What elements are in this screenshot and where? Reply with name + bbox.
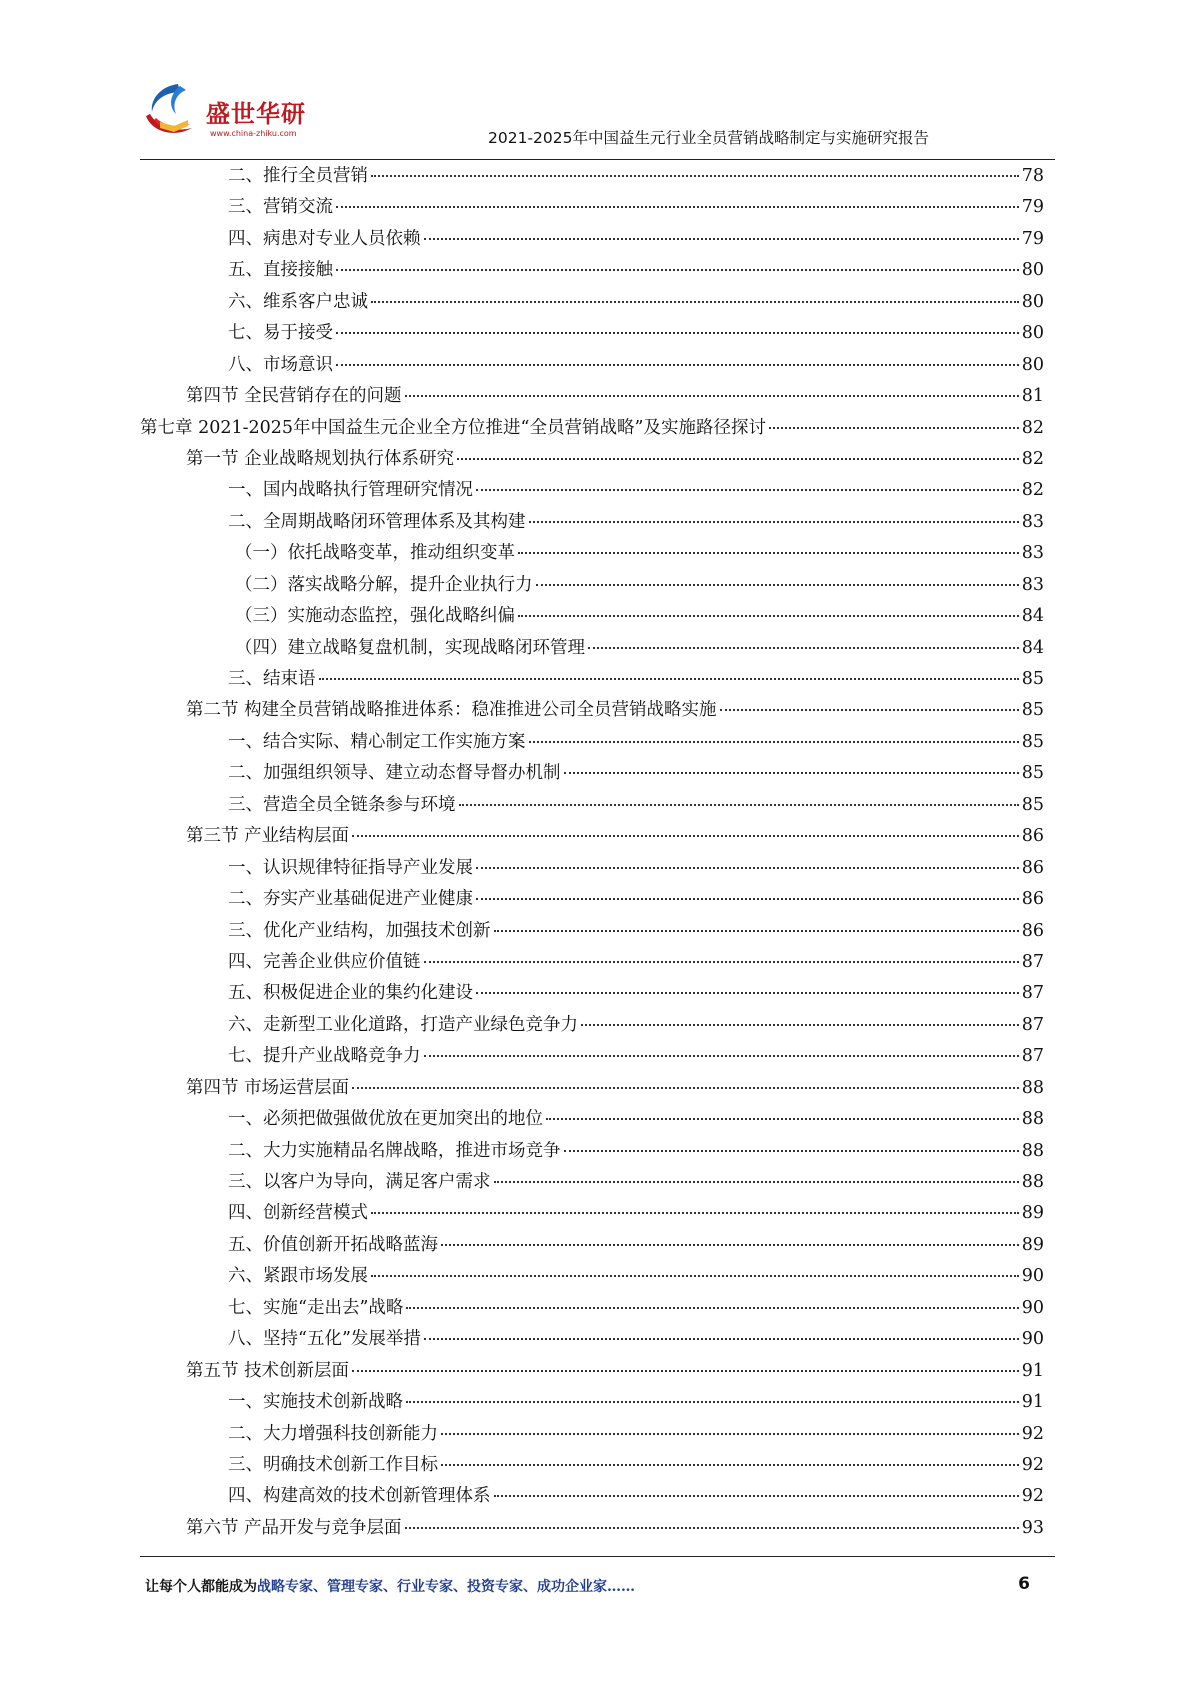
toc-entry-page: 91	[1021, 1360, 1044, 1381]
toc-entry-label: 五、直接接触	[228, 260, 333, 281]
toc-entry-label: 二、大力实施精品名牌战略，推进市场竞争	[228, 1140, 561, 1161]
toc-entry[interactable]	[140, 1167, 1044, 1198]
toc-entry-page: 79	[1021, 197, 1044, 218]
page-footer	[145, 1574, 1050, 1602]
toc-entry-label: 二、全周期战略闭环管理体系及其构建	[228, 511, 526, 532]
toc-dot-leader	[336, 205, 1019, 208]
toc-entry-label: 七、提升产业战略竞争力	[228, 1046, 421, 1067]
toc-dot-leader	[441, 1463, 1019, 1466]
toc-dot-leader	[336, 363, 1019, 366]
toc-entry[interactable]	[140, 224, 1044, 255]
toc-entry-label: 三、结束语	[228, 669, 316, 689]
toc-entry-label: 二、大力增强科技创新能力	[228, 1423, 438, 1444]
footer-slogan-highlight: 战略专家、管理专家、行业专家、投资专家、成功企业家……	[257, 1579, 635, 1595]
toc-dot-leader	[546, 1117, 1019, 1120]
toc-entry-label: 一、结合实际、精心制定工作实施方案	[228, 731, 526, 752]
toc-entry-label: 三、优化产业结构，加强技术创新	[228, 920, 491, 941]
toc-entry[interactable]	[140, 695, 1044, 726]
toc-entry-label: 四、完善企业供应价值链	[228, 951, 421, 972]
header-divider	[140, 159, 1055, 160]
toc-entry[interactable]	[140, 1481, 1044, 1512]
toc-entry[interactable]	[140, 1230, 1044, 1261]
toc-entry-label: 第六节 产品开发与竞争层面	[186, 1517, 402, 1538]
toc-entry-page: 80	[1021, 260, 1044, 281]
toc-entry-label: （一）依托战略变革，推动组织变革	[235, 543, 515, 564]
toc-dot-leader	[371, 1274, 1019, 1277]
toc-dot-leader	[441, 1243, 1019, 1246]
toc-entry-label: 六、走新型工业化道路，打造产业绿色竞争力	[228, 1014, 578, 1035]
toc-entry-page: 90	[1021, 1329, 1044, 1350]
toc-dot-leader	[459, 803, 1019, 806]
toc-entry[interactable]	[140, 601, 1044, 632]
toc-entry[interactable]	[140, 853, 1044, 884]
toc-entry-label: 三、明确技术创新工作目标	[228, 1454, 438, 1475]
toc-entry-label: 一、国内战略执行管理研究情况	[228, 480, 473, 501]
toc-entry-page: 92	[1021, 1454, 1044, 1475]
toc-entry-page: 80	[1021, 291, 1044, 312]
toc-entry-label: 三、以客户为导向，满足客户需求	[228, 1172, 491, 1192]
toc-entry-label: 二、夯实产业基础促进产业健康	[228, 889, 473, 910]
toc-entry-page: 83	[1021, 511, 1044, 532]
toc-entry-label: 第七章 2021-2025年中国益生元企业全方位推进“全员营销战略”及实施路径探讨	[140, 417, 766, 438]
toc-entry[interactable]	[140, 1324, 1044, 1355]
page-number: 6	[1018, 1574, 1030, 1594]
toc-dot-leader	[476, 866, 1019, 869]
toc-entry-page: 85	[1021, 700, 1044, 721]
toc-entry-label: （四）建立战略复盘机制，实现战略闭环管理	[235, 637, 585, 658]
toc-entry-page: 82	[1021, 480, 1044, 501]
toc-entry[interactable]	[140, 633, 1044, 664]
toc-entry-page: 83	[1021, 543, 1044, 564]
toc-entry[interactable]	[140, 381, 1044, 412]
toc-entry-page: 80	[1021, 323, 1044, 344]
toc-entry-page: 88	[1021, 1172, 1044, 1192]
toc-dot-leader	[529, 520, 1019, 523]
toc-dot-leader	[441, 1432, 1019, 1435]
footer-divider	[140, 1556, 1055, 1557]
toc-entry-label: 八、坚持“五化”发展举措	[228, 1329, 421, 1350]
toc-dot-leader	[720, 708, 1019, 711]
toc-entry[interactable]	[140, 821, 1044, 852]
toc-entry-page: 86	[1021, 857, 1044, 878]
toc-entry-label: 五、价值创新开拓战略蓝海	[228, 1234, 438, 1255]
toc-dot-leader	[352, 1086, 1019, 1089]
toc-entry-label: 二、加强组织领导、建立动态督导督办机制	[228, 763, 561, 784]
toc-entry-label: 七、实施“走出去”战略	[228, 1297, 404, 1318]
toc-dot-leader	[371, 1211, 1019, 1214]
toc-entry-page: 90	[1021, 1297, 1044, 1318]
toc-entry[interactable]	[140, 570, 1044, 601]
toc-dot-leader	[494, 1494, 1019, 1497]
toc-entry-page: 79	[1021, 228, 1044, 249]
toc-entry-label: 四、病患对专业人员依赖	[228, 228, 421, 249]
toc-entry-page: 86	[1021, 826, 1044, 847]
toc-entry[interactable]	[140, 978, 1044, 1009]
toc-entry-label: 四、构建高效的技术创新管理体系	[228, 1486, 491, 1507]
toc-entry[interactable]	[140, 1010, 1044, 1041]
toc-entry-page: 80	[1021, 354, 1044, 375]
toc-entry[interactable]	[140, 1041, 1044, 1072]
toc-entry-page: 78	[1021, 166, 1044, 186]
toc-dot-leader	[352, 834, 1019, 837]
toc-dot-leader	[319, 677, 1019, 680]
toc-dot-leader	[336, 268, 1019, 271]
toc-entry-page: 88	[1021, 1109, 1044, 1130]
toc-entry-label: 第四节 市场运营层面	[186, 1077, 350, 1098]
toc-entry-label: 二、推行全员营销	[228, 166, 368, 186]
toc-entry[interactable]	[140, 444, 1044, 475]
toc-dot-leader	[476, 897, 1019, 900]
toc-entry-label: 五、积极促进企业的集约化建设	[228, 983, 473, 1004]
toc-entry-label: 第五节 技术创新层面	[186, 1360, 350, 1381]
toc-entry-page: 81	[1021, 386, 1044, 407]
toc-entry-label: （二）落实战略分解，提升企业执行力	[235, 574, 533, 595]
toc-entry[interactable]	[140, 507, 1044, 538]
toc-entry-page: 85	[1021, 763, 1044, 784]
toc-entry-label: 一、实施技术创新战略	[228, 1392, 403, 1413]
toc-entry-page: 87	[1021, 1046, 1044, 1067]
toc-entry-label: （三）实施动态监控，强化战略纠偏	[235, 606, 515, 627]
logo-emblem-icon	[140, 80, 204, 142]
toc-entry-page: 93	[1021, 1517, 1044, 1538]
toc-entry[interactable]	[140, 1356, 1044, 1387]
toc-entry[interactable]	[140, 1104, 1044, 1135]
toc-entry[interactable]	[140, 727, 1044, 758]
toc-entry[interactable]	[140, 287, 1044, 318]
toc-entry-label: 四、创新经营模式	[228, 1203, 368, 1224]
toc-dot-leader	[424, 1337, 1019, 1340]
toc-entry[interactable]	[140, 790, 1044, 821]
toc-dot-leader	[529, 740, 1019, 743]
toc-entry[interactable]	[140, 884, 1044, 915]
toc-entry[interactable]	[140, 255, 1044, 286]
toc-entry-page: 86	[1021, 920, 1044, 941]
toc-dot-leader	[769, 426, 1019, 429]
toc-entry-label: 六、紧跟市场发展	[228, 1266, 368, 1287]
toc-dot-leader	[405, 1526, 1019, 1529]
toc-entry-label: 三、营造全员全链条参与环境	[228, 794, 456, 815]
toc-entry[interactable]	[140, 1387, 1044, 1418]
toc-dot-leader	[405, 394, 1019, 397]
toc-entry-label: 一、认识规律特征指导产业发展	[228, 857, 473, 878]
toc-entry[interactable]	[140, 1419, 1044, 1450]
toc-dot-leader	[564, 1149, 1019, 1152]
toc-entry-page: 87	[1021, 951, 1044, 972]
toc-entry-page: 82	[1021, 417, 1044, 438]
toc-entry[interactable]	[140, 413, 1044, 444]
toc-entry-page: 88	[1021, 1140, 1044, 1161]
toc-entry[interactable]	[140, 1073, 1044, 1104]
toc-entry-page: 82	[1021, 448, 1044, 469]
toc-dot-leader	[518, 614, 1019, 617]
toc-entry-label: 七、易于接受	[228, 323, 333, 344]
toc-dot-leader	[424, 237, 1019, 240]
toc-dot-leader	[588, 646, 1019, 649]
toc-entry-page: 84	[1021, 606, 1044, 627]
toc-entry-label: 一、必须把做强做优放在更加突出的地位	[228, 1109, 543, 1130]
document-title: 2021-2025年中国益生元行业全员营销战略制定与实施研究报告	[488, 129, 929, 147]
toc-entry-page: 91	[1021, 1392, 1044, 1413]
toc-entry[interactable]	[140, 350, 1044, 381]
table-of-contents	[140, 161, 1044, 1544]
toc-entry-page: 92	[1021, 1486, 1044, 1507]
toc-dot-leader	[457, 457, 1019, 460]
toc-dot-leader	[424, 1054, 1019, 1057]
toc-entry[interactable]	[140, 161, 1044, 192]
toc-dot-leader	[371, 174, 1019, 177]
toc-entry-label: 第二节 构建全员营销战略推进体系：稳准推进公司全员营销战略实施	[186, 700, 717, 721]
toc-entry-page: 92	[1021, 1423, 1044, 1444]
toc-dot-leader	[406, 1400, 1019, 1403]
toc-entry-page: 89	[1021, 1203, 1044, 1224]
toc-dot-leader	[581, 1023, 1019, 1026]
toc-entry-page: 87	[1021, 983, 1044, 1004]
toc-dot-leader	[518, 551, 1019, 554]
toc-entry-page: 85	[1021, 794, 1044, 815]
toc-entry[interactable]	[140, 318, 1044, 349]
footer-slogan-prefix: 让每个人都能成为	[145, 1579, 257, 1595]
toc-entry[interactable]	[140, 1450, 1044, 1481]
logo-url: www.china-zhiku.com	[210, 129, 297, 138]
toc-dot-leader	[494, 1180, 1019, 1183]
toc-entry-page: 87	[1021, 1014, 1044, 1035]
toc-entry-page: 89	[1021, 1234, 1044, 1255]
toc-entry[interactable]	[140, 475, 1044, 506]
logo-name: 盛世华研	[206, 100, 306, 128]
toc-dot-leader	[371, 300, 1019, 303]
toc-dot-leader	[336, 331, 1019, 334]
toc-entry[interactable]	[140, 1513, 1044, 1544]
toc-dot-leader	[476, 991, 1019, 994]
toc-entry-page: 86	[1021, 889, 1044, 910]
toc-entry-page: 90	[1021, 1266, 1044, 1287]
toc-entry-page: 88	[1021, 1077, 1044, 1098]
toc-entry[interactable]	[140, 758, 1044, 789]
toc-dot-leader	[564, 771, 1019, 774]
company-logo	[140, 80, 310, 146]
toc-entry-page: 85	[1021, 669, 1044, 689]
toc-entry[interactable]	[140, 947, 1044, 978]
toc-dot-leader	[406, 1306, 1018, 1309]
toc-entry[interactable]	[140, 538, 1044, 569]
toc-entry-label: 八、市场意识	[228, 354, 333, 375]
page-header	[140, 80, 1055, 150]
toc-entry-label: 三、营销交流	[228, 197, 333, 218]
toc-entry[interactable]	[140, 1136, 1044, 1167]
toc-entry-page: 85	[1021, 731, 1044, 752]
toc-entry[interactable]	[140, 192, 1044, 223]
toc-entry-label: 第三节 产业结构层面	[186, 826, 350, 847]
toc-dot-leader	[352, 1369, 1019, 1372]
toc-entry-label: 第一节 企业战略规划执行体系研究	[186, 448, 455, 469]
footer-slogan	[145, 1576, 635, 1596]
toc-dot-leader	[536, 583, 1019, 586]
toc-entry[interactable]	[140, 664, 1044, 695]
toc-entry[interactable]	[140, 1198, 1044, 1229]
toc-entry-page: 84	[1021, 637, 1044, 658]
toc-dot-leader	[494, 929, 1019, 932]
toc-entry-label: 第四节 全民营销存在的问题	[186, 386, 402, 407]
toc-entry-page: 83	[1021, 574, 1044, 595]
toc-entry-label: 六、维系客户忠诚	[228, 291, 368, 312]
toc-entry[interactable]	[140, 916, 1044, 947]
toc-entry[interactable]	[140, 1261, 1044, 1292]
toc-dot-leader	[476, 488, 1019, 491]
toc-entry[interactable]	[140, 1293, 1044, 1324]
toc-dot-leader	[424, 960, 1019, 963]
